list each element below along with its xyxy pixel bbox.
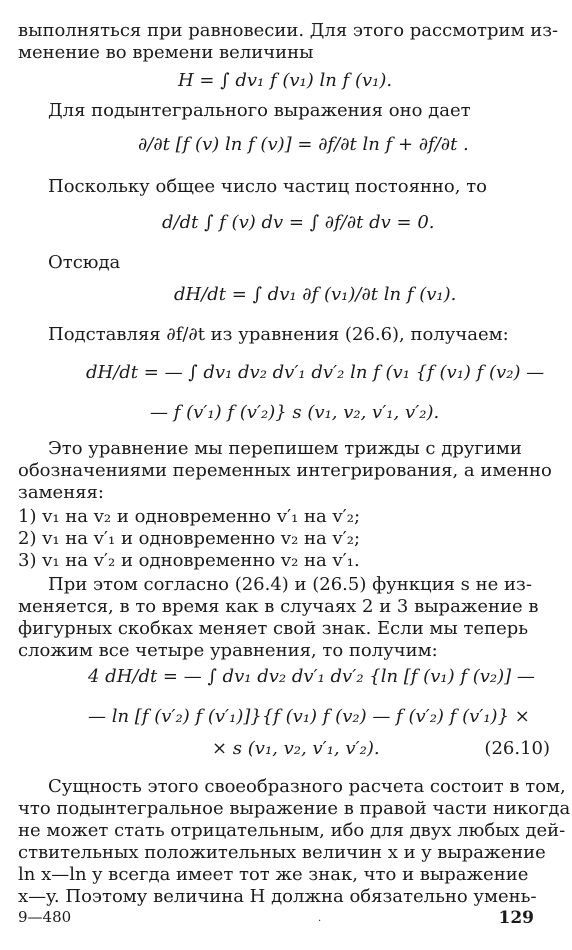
equation-conservation: d/dt ∫ f (v) dv = ∫ ∂f/∂t dv = 0. xyxy=(162,212,435,233)
equation-sum-line2: — ln [f (v′₂) f (v′₁)]}{f (v₁) f (v₂) — f (v′₂) f (v′₁)} × xyxy=(88,706,530,727)
list-item: 2) v₁ на v′₁ и одновременно v₂ на v′₂; xyxy=(18,528,361,549)
text-line: фигурных скобках меняет свой знак. Если мы теперь xyxy=(18,618,529,639)
equation-derivative: ∂/∂t [f (v) ln f (v)] = ∂f/∂t ln f + ∂f/∂t . xyxy=(138,134,469,155)
text-line: сложим все четыре уравнения, то получим: xyxy=(18,640,438,661)
text-line: Сущность этого своеобразного расчета состоит в том, xyxy=(48,776,566,797)
text-line: Для подынтегрального выражения оно дает xyxy=(48,100,471,121)
footer-dot: . xyxy=(318,913,322,924)
printer-signature: 9—480 xyxy=(18,908,72,926)
page-number: 129 xyxy=(498,908,534,928)
text-line: заменяя: xyxy=(18,482,104,503)
text-line: При этом согласно (26.4) и (26.5) функция s не из- xyxy=(48,574,532,595)
text-line: меняется, в то время как в случаях 2 и 3 выражение в xyxy=(18,596,539,617)
text-line: обозначениями переменных интегрирования, а именно xyxy=(18,460,552,481)
text-line: Подставляя ∂f/∂t из уравнения (26.6), получаем: xyxy=(48,324,509,345)
list-item: 3) v₁ на v′₂ и одновременно v₂ на v′₁. xyxy=(18,550,360,571)
list-item: 1) v₁ на v₂ и одновременно v′₁ на v′₂; xyxy=(18,506,361,527)
text-line: не может стать отрицательным, ибо для двух любых дей- xyxy=(18,820,566,841)
equation-sum-line3: × s (v₁, v₂, v′₁, v′₂). xyxy=(212,738,380,759)
equation-substitution-line1: dH/dt = — ∫ dv₁ dv₂ dv′₁ dv′₂ ln f (v₁ {f (v₁) f (v₂) — xyxy=(86,362,545,383)
equation-sum-line1: 4 dH/dt = — ∫ dv₁ dv₂ dv′₁ dv′₂ {ln [f (v₁) f (v₂)] — xyxy=(88,666,535,687)
text-line: ствительных положительных величин x и y выражение xyxy=(18,842,546,863)
equation-substitution-line2: — f (v′₁) f (v′₂)} s (v₁, v₂, v′₁, v′₂). xyxy=(150,402,440,423)
text-line: что подынтегральное выражение в правой части никогда xyxy=(18,798,571,819)
text-line: выполняться при равновесии. Для этого рассмотрим из- xyxy=(18,20,559,41)
text-line: менение во времени величины xyxy=(18,42,314,63)
text-line: x—y. Поэтому величина H должна обязательно умень- xyxy=(18,886,537,907)
equation-h-definition: H = ∫ dv₁ f (v₁) ln f (v₁). xyxy=(178,70,393,91)
equation-dh-dt: dH/dt = ∫ dv₁ ∂f (v₁)/∂t ln f (v₁). xyxy=(174,284,457,305)
text-line: Отсюда xyxy=(48,252,121,273)
text-line: Это уравнение мы перепишем трижды с другими xyxy=(48,438,522,459)
equation-number: (26.10) xyxy=(484,738,550,759)
text-line: ln x—ln y всегда имеет тот же знак, что и выражение xyxy=(18,864,529,885)
text-line: Поскольку общее число частиц постоянно, то xyxy=(48,176,488,197)
